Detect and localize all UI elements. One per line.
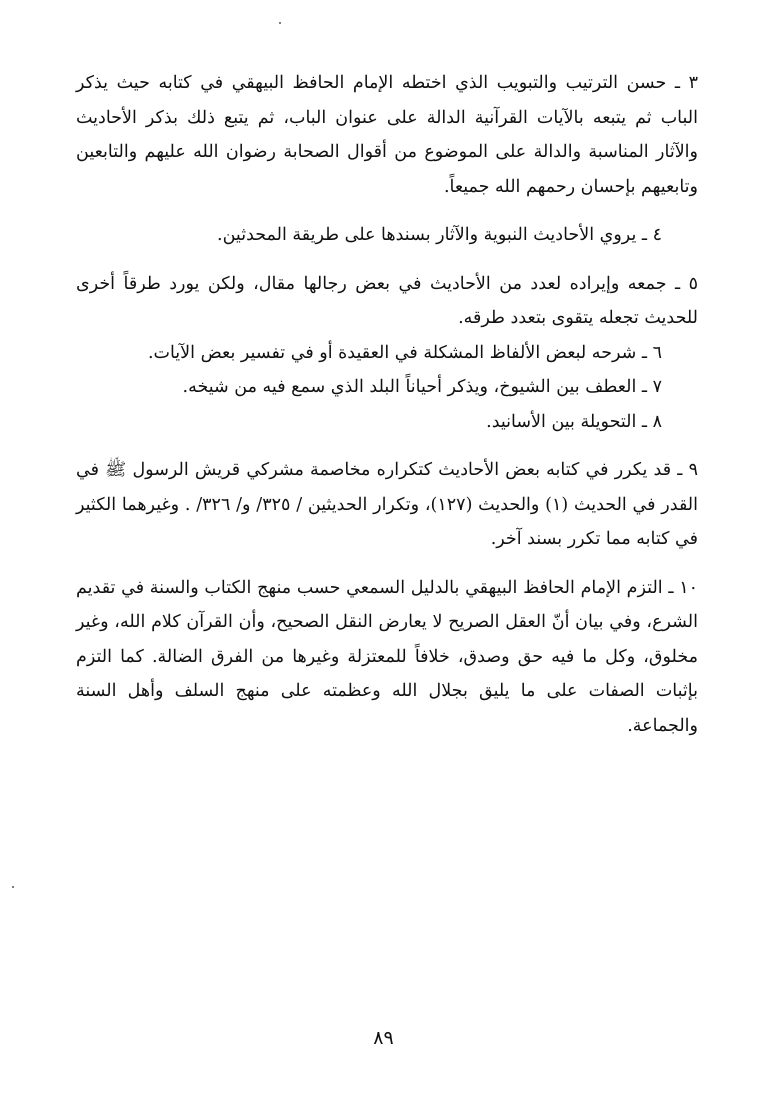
list-item-4: ٤ ـ يروي الأحاديث النبوية والآثار بسندها على طريقة المحدثين. — [217, 225, 662, 245]
scan-speck — [279, 22, 281, 24]
list-item-10: ١٠ ـ التزم الإمام الحافظ البيهقي بالدليل السمعي حسب منهج الكتاب والسنة في تقديم الشرع، وفي بيان أنّ العقل الصريح لا يعارض النقل الصحيح، وأن القرآن كلام الله، وغير مخلوق، وكل ما فيه حق وصدق، خلافاً للمعتزلة وغيرها من الفرق الضالة. كما التزم بإثبات الصفات على ما يليق بجلال الله وعظمته على منهج السلف وأهل السنة والجماعة. — [76, 577, 698, 736]
scan-speck — [12, 886, 14, 888]
list-item-7: ٧ ـ العطف بين الشيوخ، ويذكر أحياناً البلد الذي سمع فيه من شيخه. — [182, 377, 662, 397]
list-item-9: ٩ ـ قد يكرر في كتابه بعض الأحاديث كتكراره مخاصمة مشركي قريش الرسول ﷺ في القدر في الحديث (١) والحديث (١٢٧)، وتكرار الحديثين / ٣٢٥/ و/ ٣٢٦/ . وغيرهما الكثير في كتابه مما تكرر بسند آخر. — [76, 460, 698, 549]
list-item-8: ٨ ـ التحويلة بين الأسانيد. — [486, 411, 662, 432]
list-item-3: ٣ ـ حسن الترتيب والتبويب الذي اختطه الإمام الحافظ البيهقي في كتابه حيث يذكر الباب ثم يتبعه بالآيات القرآنية الدالة على عنوان الباب، ثم يتبع ذلك بذكر الأحاديث والآثار المناسبة والدالة على الموضوع من أقوال الصحابة رضوان الله عليهم والتابعين وتابعيهم بإحسان رحمهم الله جميعاً. — [76, 73, 698, 197]
list-item-6: ٦ ـ شرحه لبعض الألفاظ المشكلة في العقيدة أو في تفسير بعض الآيات. — [147, 342, 662, 363]
page-number: ٨٩ — [373, 1027, 394, 1049]
list-item-5: ٥ ـ جمعه وإيراده لعدد من الأحاديث في بعض رجالها مقال، ولكن يورد طرقاً أخرى للحديث تجعله يتقوى بتعدد طرقه. — [76, 273, 698, 328]
page-body — [76, 66, 698, 743]
